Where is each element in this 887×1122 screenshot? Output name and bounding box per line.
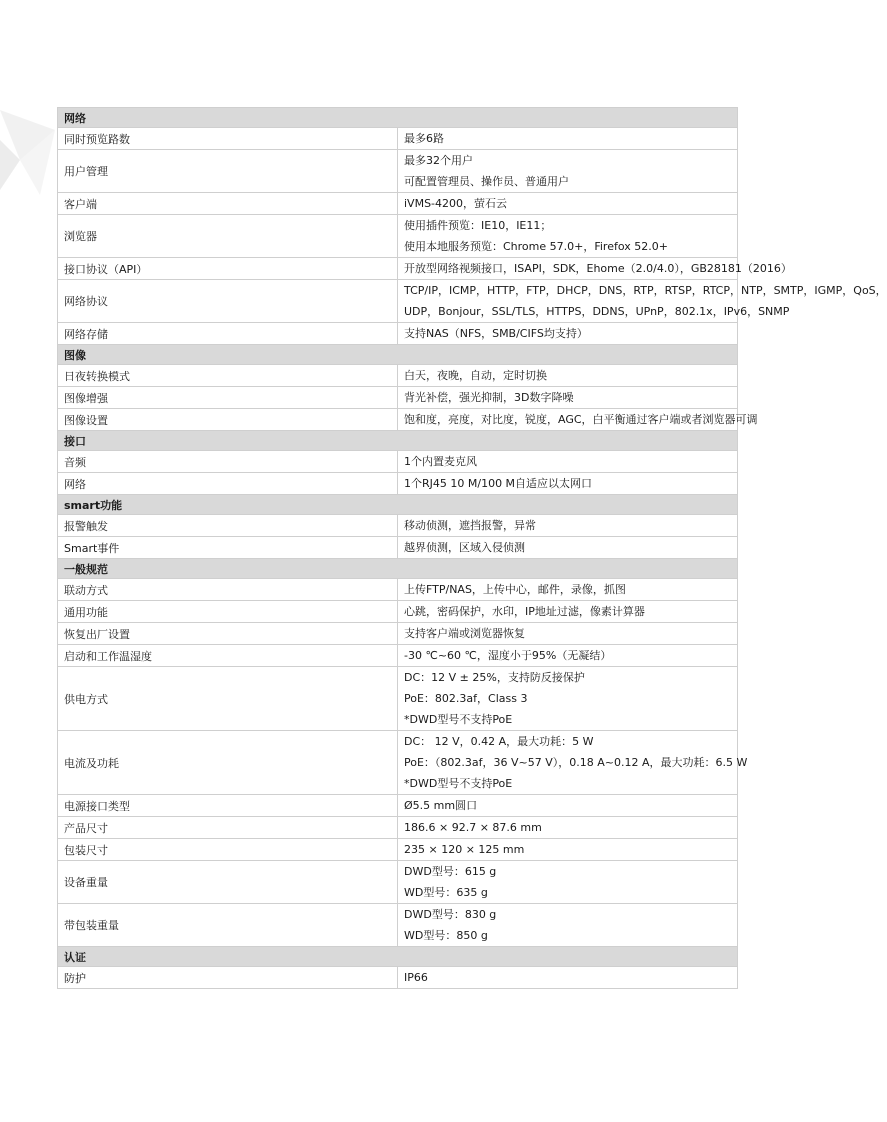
spec-value bbox=[398, 839, 738, 861]
spec-row bbox=[58, 795, 738, 817]
spec-value-line: iVMS-4200，萤石云 bbox=[404, 197, 508, 210]
spec-row bbox=[58, 387, 738, 409]
spec-label: 浏览器 bbox=[58, 215, 398, 258]
spec-label: 恢复出厂设置 bbox=[58, 623, 398, 645]
spec-label: 包装尺寸 bbox=[58, 839, 398, 861]
decorative-logo-shape bbox=[0, 100, 60, 220]
spec-value-line: 支持NAS（NFS，SMB/CIFS均支持） bbox=[404, 327, 588, 340]
spec-value-line: UDP，Bonjour，SSL/TLS，HTTPS，DDNS，UPnP，802.1x，IPv6，SNMP bbox=[404, 305, 790, 318]
spec-value bbox=[398, 645, 738, 667]
spec-value bbox=[398, 365, 738, 387]
spec-row bbox=[58, 473, 738, 495]
spec-row bbox=[58, 817, 738, 839]
spec-value bbox=[398, 150, 738, 193]
spec-value-line: 使用插件预览：IE10，IE11； bbox=[404, 219, 552, 232]
spec-label: 产品尺寸 bbox=[58, 817, 398, 839]
spec-label: 音频 bbox=[58, 451, 398, 473]
section-header bbox=[58, 431, 738, 451]
spec-value bbox=[398, 601, 738, 623]
spec-value-line: WD型号：850 g bbox=[404, 929, 488, 942]
spec-value bbox=[398, 731, 748, 795]
spec-value-line: 1个RJ45 10 M/100 M自适应以太网口 bbox=[404, 477, 593, 490]
spec-row bbox=[58, 409, 738, 431]
spec-value-line: 最多32个用户 bbox=[404, 154, 473, 167]
spec-label: 网络存储 bbox=[58, 323, 398, 345]
spec-value bbox=[398, 387, 738, 409]
spec-value-line: 开放型网络视频接口，ISAPI，SDK，Ehome（2.0/4.0），GB28181（2016） bbox=[404, 262, 792, 275]
spec-value bbox=[398, 451, 738, 473]
section-title: 接口 bbox=[58, 431, 738, 451]
spec-value-line: TCP/IP，ICMP，HTTP，FTP，DHCP，DNS，RTP，RTSP，RTCP，NTP，SMTP，IGMP，QoS， bbox=[404, 284, 887, 297]
spec-label: 网络协议 bbox=[58, 280, 398, 323]
spec-row bbox=[58, 623, 738, 645]
spec-row bbox=[58, 904, 738, 947]
spec-value-line: 使用本地服务预览：Chrome 57.0+，Firefox 52.0+ bbox=[404, 240, 668, 253]
spec-value-line: 移动侦测，遮挡报警，异常 bbox=[404, 519, 536, 532]
spec-row bbox=[58, 193, 738, 215]
spec-value-line: IP66 bbox=[404, 971, 428, 984]
spec-value bbox=[398, 473, 738, 495]
spec-value-line: *DWD型号不支持PoE bbox=[404, 777, 513, 790]
spec-value bbox=[398, 579, 738, 601]
spec-row bbox=[58, 258, 738, 280]
spec-label: 通用功能 bbox=[58, 601, 398, 623]
spec-value-line: *DWD型号不支持PoE bbox=[404, 713, 513, 726]
spec-label: 设备重量 bbox=[58, 861, 398, 904]
spec-value bbox=[398, 258, 792, 280]
spec-value bbox=[398, 667, 738, 731]
spec-value bbox=[398, 409, 758, 431]
spec-value bbox=[398, 904, 738, 947]
spec-value-line: 背光补偿，强光抑制，3D数字降噪 bbox=[404, 391, 574, 404]
spec-label: 网络 bbox=[58, 473, 398, 495]
spec-label: 联动方式 bbox=[58, 579, 398, 601]
spec-value-line: PoE：802.3af，Class 3 bbox=[404, 692, 528, 705]
spec-row bbox=[58, 579, 738, 601]
section-title: smart功能 bbox=[58, 495, 738, 515]
spec-value bbox=[398, 861, 738, 904]
section-header bbox=[58, 947, 738, 967]
spec-row bbox=[58, 537, 738, 559]
spec-value bbox=[398, 817, 738, 839]
spec-label: 同时预览路数 bbox=[58, 128, 398, 150]
spec-label: 电流及功耗 bbox=[58, 731, 398, 795]
spec-value-line: DWD型号：615 g bbox=[404, 865, 497, 878]
spec-value bbox=[398, 215, 738, 258]
spec-label: 图像增强 bbox=[58, 387, 398, 409]
spec-value-line: DWD型号：830 g bbox=[404, 908, 497, 921]
spec-label: 供电方式 bbox=[58, 667, 398, 731]
spec-row bbox=[58, 967, 738, 989]
spec-row bbox=[58, 731, 738, 795]
spec-value-line: 白天，夜晚，自动，定时切换 bbox=[404, 369, 547, 382]
spec-label: 报警触发 bbox=[58, 515, 398, 537]
spec-value bbox=[398, 128, 738, 150]
spec-value-line: 1个内置麦克风 bbox=[404, 455, 477, 468]
spec-row bbox=[58, 128, 738, 150]
spec-label: 客户端 bbox=[58, 193, 398, 215]
spec-value-line: 饱和度，亮度，对比度，锐度，AGC，白平衡通过客户端或者浏览器可调 bbox=[404, 413, 758, 426]
spec-value bbox=[398, 537, 738, 559]
spec-value-line: WD型号：635 g bbox=[404, 886, 488, 899]
spec-label: 带包装重量 bbox=[58, 904, 398, 947]
spec-label: 电源接口类型 bbox=[58, 795, 398, 817]
spec-value bbox=[398, 795, 738, 817]
spec-value-line: 可配置管理员、操作员、普通用户 bbox=[404, 175, 569, 188]
spec-label: 防护 bbox=[58, 967, 398, 989]
spec-row bbox=[58, 601, 738, 623]
spec-row bbox=[58, 215, 738, 258]
spec-row bbox=[58, 861, 738, 904]
section-title: 图像 bbox=[58, 345, 738, 365]
section-header bbox=[58, 108, 738, 128]
section-header bbox=[58, 495, 738, 515]
spec-value-line: 支持客户端或浏览器恢复 bbox=[404, 627, 525, 640]
section-title: 认证 bbox=[58, 947, 738, 967]
spec-row bbox=[58, 645, 738, 667]
spec-value-line: 235 × 120 × 125 mm bbox=[404, 843, 525, 856]
spec-value-line: 越界侦测，区域入侵侦测 bbox=[404, 541, 525, 554]
spec-label: 接口协议（API） bbox=[58, 258, 398, 280]
spec-value-line: 心跳，密码保护，水印，IP地址过滤，像素计算器 bbox=[404, 605, 645, 618]
spec-row bbox=[58, 515, 738, 537]
spec-value-line: 上传FTP/NAS，上传中心，邮件，录像，抓图 bbox=[404, 583, 626, 596]
section-title: 一般规范 bbox=[58, 559, 738, 579]
spec-value bbox=[398, 280, 887, 323]
spec-value-line: 186.6 × 92.7 × 87.6 mm bbox=[404, 821, 542, 834]
spec-row bbox=[58, 365, 738, 387]
spec-row bbox=[58, 451, 738, 473]
spec-value bbox=[398, 967, 738, 989]
spec-label: Smart事件 bbox=[58, 537, 398, 559]
section-header bbox=[58, 345, 738, 365]
spec-label: 用户管理 bbox=[58, 150, 398, 193]
spec-value-line: PoE：（802.3af，36 V~57 V），0.18 A~0.12 A，最大功耗：6.5 W bbox=[404, 756, 748, 769]
spec-row bbox=[58, 150, 738, 193]
spec-value-line: 最多6路 bbox=[404, 132, 444, 145]
spec-row bbox=[58, 323, 738, 345]
spec-value bbox=[398, 515, 738, 537]
section-header bbox=[58, 559, 738, 579]
spec-label: 启动和工作温湿度 bbox=[58, 645, 398, 667]
spec-value bbox=[398, 323, 738, 345]
spec-label: 日夜转换模式 bbox=[58, 365, 398, 387]
spec-value bbox=[398, 623, 738, 645]
spec-row bbox=[58, 667, 738, 731]
spec-row bbox=[58, 280, 738, 323]
spec-value-line: Ø5.5 mm圆口 bbox=[404, 799, 478, 812]
spec-value bbox=[398, 193, 738, 215]
spec-value-line: -30 ℃~60 ℃，湿度小于95%（无凝结） bbox=[404, 649, 612, 662]
spec-row bbox=[58, 839, 738, 861]
section-title: 网络 bbox=[58, 108, 738, 128]
spec-value-line: DC：12 V ± 25%，支持防反接保护 bbox=[404, 671, 585, 684]
spec-table bbox=[57, 107, 887, 989]
spec-label: 图像设置 bbox=[58, 409, 398, 431]
spec-value-line: DC： 12 V，0.42 A，最大功耗：5 W bbox=[404, 735, 594, 748]
